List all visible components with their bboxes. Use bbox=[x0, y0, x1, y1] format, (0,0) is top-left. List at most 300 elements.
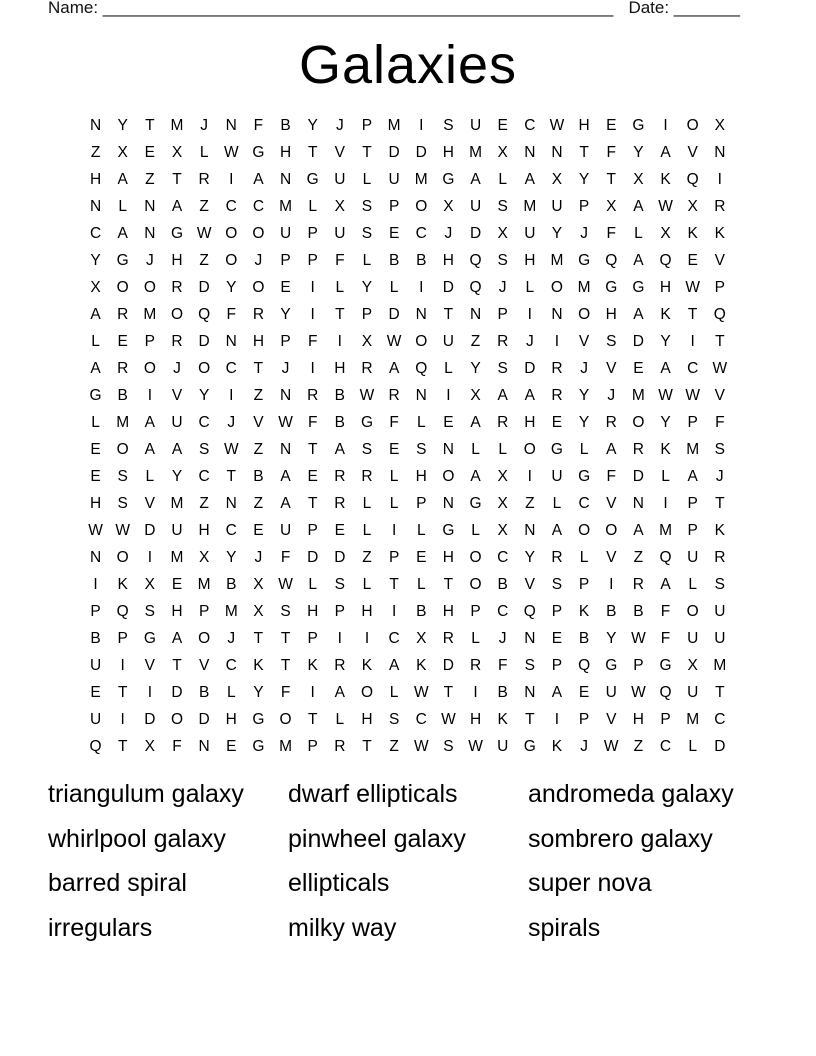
grid-letter: H bbox=[469, 710, 482, 728]
grid-letter: N bbox=[279, 170, 292, 188]
grid-letter: L bbox=[416, 575, 426, 593]
grid-letter: S bbox=[388, 710, 400, 728]
grid-letter: O bbox=[469, 548, 482, 566]
grid-letter: X bbox=[714, 116, 725, 134]
grid-letter: G bbox=[632, 278, 645, 296]
grid-letter: P bbox=[497, 305, 508, 323]
grid-letter: U bbox=[469, 116, 482, 134]
grid-letter: C bbox=[687, 359, 699, 377]
grid-letter: N bbox=[524, 143, 536, 161]
grid-letter: U bbox=[334, 170, 346, 188]
grid-letter: L bbox=[335, 278, 345, 296]
grid-letter: B bbox=[198, 683, 210, 701]
grid-letter: I bbox=[446, 386, 451, 404]
grid-letter: J bbox=[335, 116, 344, 134]
grid-letter: T bbox=[335, 305, 345, 323]
grid-letter: P bbox=[307, 629, 318, 647]
grid-letter: L bbox=[389, 278, 399, 296]
grid-letter: R bbox=[198, 170, 210, 188]
grid-letter: E bbox=[388, 440, 400, 458]
grid-letter: H bbox=[578, 116, 590, 134]
grid-letter: A bbox=[470, 413, 481, 431]
grid-letter: Q bbox=[659, 251, 672, 269]
grid-letter: V bbox=[714, 251, 725, 269]
grid-letter: H bbox=[252, 332, 265, 350]
grid-letter: B bbox=[388, 251, 400, 269]
grid-letter: P bbox=[714, 278, 725, 296]
grid-letter: Z bbox=[253, 386, 264, 404]
grid-letter: H bbox=[198, 521, 210, 539]
grid-letter: K bbox=[361, 656, 373, 674]
grid-letter: E bbox=[90, 467, 101, 485]
grid-letter: S bbox=[198, 440, 210, 458]
grid-letter: K bbox=[660, 305, 671, 323]
grid-letter: Z bbox=[389, 737, 399, 755]
grid-letter: K bbox=[578, 602, 590, 620]
grid-letter: R bbox=[551, 386, 563, 404]
grid-letter: M bbox=[523, 197, 537, 215]
grid-letter: F bbox=[253, 116, 264, 134]
grid-letter: C bbox=[225, 521, 237, 539]
grid-letter: T bbox=[307, 143, 318, 161]
grid-letter: E bbox=[633, 359, 644, 377]
grid-letter: P bbox=[361, 116, 373, 134]
grid-letter: S bbox=[497, 197, 508, 215]
grid-letter: U bbox=[605, 683, 617, 701]
grid-letter: O bbox=[116, 548, 129, 566]
grid-letter: U bbox=[714, 602, 726, 620]
grid-letter: P bbox=[551, 656, 563, 674]
grid-letter: B bbox=[226, 575, 237, 593]
grid-letter: V bbox=[606, 494, 617, 512]
grid-letter: D bbox=[469, 224, 482, 242]
grid-letter: P bbox=[388, 548, 400, 566]
grid-letter: N bbox=[442, 494, 454, 512]
word-list-item: pinwheel galaxy bbox=[288, 824, 466, 853]
grid-letter: Y bbox=[253, 683, 264, 701]
grid-letter: H bbox=[89, 170, 102, 188]
grid-letter: A bbox=[334, 683, 345, 701]
grid-letter: P bbox=[470, 602, 481, 620]
grid-letter: I bbox=[147, 548, 152, 566]
grid-letter: F bbox=[389, 413, 399, 431]
grid-letter: R bbox=[334, 656, 346, 674]
grid-letter: X bbox=[144, 575, 156, 593]
grid-letter: S bbox=[497, 359, 508, 377]
grid-letter: J bbox=[145, 251, 154, 269]
grid-letter: P bbox=[307, 737, 318, 755]
grid-letter: X bbox=[198, 548, 210, 566]
grid-letter: I bbox=[229, 170, 234, 188]
grid-letter: L bbox=[335, 710, 345, 728]
word-list-item: ellipticals bbox=[288, 869, 390, 898]
grid-letter: H bbox=[307, 602, 319, 620]
name-field-label: Name: ______________________________________________________ bbox=[48, 0, 614, 17]
grid-letter: W bbox=[88, 521, 103, 539]
grid-letter: Z bbox=[633, 548, 644, 566]
grid-letter: Y bbox=[117, 116, 128, 134]
grid-letter: M bbox=[197, 575, 211, 593]
grid-letter: V bbox=[687, 143, 698, 161]
grid-letter: X bbox=[606, 197, 617, 215]
grid-letter: S bbox=[280, 602, 291, 620]
grid-letter: C bbox=[578, 494, 590, 512]
grid-letter: L bbox=[579, 548, 589, 566]
grid-letter: H bbox=[361, 602, 373, 620]
grid-letter: K bbox=[687, 224, 698, 242]
grid-letter: M bbox=[414, 170, 428, 188]
grid-letter: J bbox=[580, 224, 588, 242]
grid-letter: G bbox=[605, 278, 618, 296]
grid-letter: R bbox=[551, 359, 563, 377]
grid-letter: U bbox=[171, 413, 183, 431]
grid-letter: N bbox=[279, 440, 292, 458]
grid-letter: T bbox=[117, 683, 128, 701]
grid-letter: M bbox=[577, 278, 591, 296]
grid-letter: U bbox=[497, 737, 509, 755]
grid-letter: M bbox=[224, 602, 238, 620]
grid-letter: A bbox=[253, 170, 264, 188]
grid-letter: V bbox=[171, 386, 183, 404]
grid-letter: E bbox=[551, 629, 563, 647]
grid-letter: E bbox=[388, 224, 400, 242]
grid-letter: W bbox=[549, 116, 565, 134]
grid-letter: O bbox=[252, 278, 265, 296]
grid-letter: D bbox=[198, 278, 210, 296]
grid-letter: E bbox=[144, 143, 156, 161]
grid-letter: H bbox=[225, 710, 237, 728]
grid-letter: I bbox=[609, 575, 614, 593]
grid-letter: K bbox=[660, 440, 671, 458]
grid-letter: I bbox=[527, 305, 532, 323]
grid-letter: Y bbox=[660, 413, 671, 431]
grid-letter: B bbox=[633, 602, 644, 620]
grid-letter: H bbox=[632, 710, 644, 728]
grid-letter: Y bbox=[226, 278, 237, 296]
grid-letter: P bbox=[361, 305, 373, 323]
word-list-item: barred spiral bbox=[48, 869, 187, 898]
grid-letter: M bbox=[550, 251, 564, 269]
grid-letter: H bbox=[171, 251, 183, 269]
grid-letter: X bbox=[497, 143, 508, 161]
grid-letter: G bbox=[469, 494, 482, 512]
grid-letter: E bbox=[171, 575, 183, 593]
grid-letter: L bbox=[579, 440, 589, 458]
grid-letter: Y bbox=[660, 332, 671, 350]
grid-letter: I bbox=[310, 359, 315, 377]
grid-letter: F bbox=[606, 467, 616, 485]
grid-letter: S bbox=[361, 197, 373, 215]
grid-letter: A bbox=[633, 521, 644, 539]
grid-letter: T bbox=[362, 737, 372, 755]
word-list bbox=[48, 772, 788, 951]
grid-letter: M bbox=[143, 305, 157, 323]
grid-letter: G bbox=[523, 737, 536, 755]
grid-letter: X bbox=[687, 656, 698, 674]
grid-letter: I bbox=[391, 521, 397, 539]
grid-letter: D bbox=[144, 521, 156, 539]
grid-letter: X bbox=[660, 224, 671, 242]
grid-letter: N bbox=[524, 629, 536, 647]
grid-letter: R bbox=[334, 467, 346, 485]
grid-letter: I bbox=[147, 683, 152, 701]
grid-letter: B bbox=[416, 251, 427, 269]
grid-letter: O bbox=[550, 278, 563, 296]
grid-letter: A bbox=[388, 359, 400, 377]
grid-letter: N bbox=[144, 224, 156, 242]
grid-letter: Q bbox=[198, 305, 211, 323]
grid-letter: Y bbox=[470, 359, 481, 377]
grid-letter: B bbox=[497, 575, 508, 593]
grid-letter: U bbox=[89, 710, 102, 728]
grid-letter: I bbox=[93, 575, 98, 593]
grid-letter: J bbox=[281, 359, 290, 377]
grid-letter: O bbox=[143, 278, 156, 296]
grid-letter: O bbox=[225, 224, 238, 242]
grid-letter: D bbox=[442, 656, 454, 674]
grid-letter: N bbox=[524, 521, 536, 539]
grid-letter: L bbox=[498, 170, 507, 188]
grid-letter: D bbox=[198, 332, 210, 350]
grid-letter: I bbox=[419, 278, 424, 296]
grid-letter: E bbox=[687, 251, 698, 269]
grid-letter: A bbox=[633, 305, 644, 323]
grid-letter: P bbox=[578, 197, 590, 215]
grid-letter: B bbox=[117, 386, 128, 404]
grid-letter: W bbox=[413, 683, 429, 701]
grid-letter: O bbox=[252, 224, 265, 242]
grid-letter: N bbox=[89, 116, 102, 134]
grid-letter: A bbox=[470, 170, 481, 188]
grid-letter: N bbox=[415, 386, 427, 404]
word-list-item: milky way bbox=[288, 914, 397, 943]
grid-letter: U bbox=[687, 548, 699, 566]
grid-letter: B bbox=[90, 629, 101, 647]
grid-letter: L bbox=[471, 440, 480, 458]
grid-letter: T bbox=[253, 359, 264, 377]
grid-letter: P bbox=[280, 332, 291, 350]
grid-letter: P bbox=[687, 413, 698, 431]
grid-letter: D bbox=[307, 548, 319, 566]
grid-letter: L bbox=[471, 521, 480, 539]
grid-letter: G bbox=[252, 143, 265, 161]
grid-letter: V bbox=[606, 359, 617, 377]
grid-letter: M bbox=[170, 548, 184, 566]
grid-letter: U bbox=[687, 629, 699, 647]
grid-letter: F bbox=[606, 143, 616, 161]
grid-letter: L bbox=[525, 278, 535, 296]
grid-letter: K bbox=[660, 170, 671, 188]
grid-letter: I bbox=[663, 116, 668, 134]
grid-letter: W bbox=[441, 710, 456, 728]
grid-letter: W bbox=[223, 440, 239, 458]
grid-letter: N bbox=[524, 683, 536, 701]
grid-letter: L bbox=[362, 521, 372, 539]
grid-letter: U bbox=[279, 521, 292, 539]
grid-letter: Q bbox=[89, 737, 102, 755]
grid-letter: T bbox=[443, 683, 454, 701]
grid-letter: W bbox=[278, 413, 293, 431]
grid-letter: J bbox=[444, 224, 453, 242]
grid-letter: F bbox=[307, 332, 318, 350]
grid-letter: R bbox=[388, 386, 400, 404]
grid-letter: T bbox=[715, 494, 725, 512]
grid-letter: U bbox=[279, 224, 292, 242]
grid-letter: B bbox=[497, 683, 508, 701]
grid-letter: N bbox=[469, 305, 482, 323]
grid-letter: A bbox=[687, 467, 698, 485]
grid-letter: J bbox=[498, 278, 507, 296]
grid-letter: P bbox=[578, 710, 590, 728]
grid-letter: N bbox=[551, 143, 563, 161]
grid-letter: M bbox=[631, 386, 645, 404]
grid-letter: D bbox=[388, 143, 400, 161]
grid-letter: T bbox=[389, 575, 399, 593]
grid-letter: X bbox=[497, 224, 508, 242]
grid-letter: K bbox=[714, 521, 725, 539]
grid-letter: R bbox=[714, 197, 726, 215]
grid-letter: P bbox=[117, 629, 128, 647]
grid-letter: C bbox=[89, 224, 102, 242]
grid-letter: P bbox=[144, 332, 156, 350]
grid-letter: E bbox=[578, 683, 590, 701]
grid-letter: X bbox=[497, 521, 508, 539]
grid-letter: S bbox=[443, 116, 454, 134]
grid-letter: A bbox=[171, 440, 183, 458]
grid-letter: I bbox=[147, 386, 152, 404]
grid-letter: Q bbox=[659, 548, 672, 566]
grid-letter: S bbox=[117, 494, 128, 512]
grid-letter: J bbox=[227, 413, 236, 431]
grid-letter: A bbox=[660, 359, 671, 377]
grid-letter: G bbox=[659, 656, 672, 674]
grid-letter: G bbox=[550, 440, 563, 458]
date-field-label: Date: _______ bbox=[628, 0, 740, 17]
grid-letter: L bbox=[389, 683, 399, 701]
grid-letter: N bbox=[198, 737, 210, 755]
grid-letter: N bbox=[144, 197, 156, 215]
grid-letter: A bbox=[334, 440, 345, 458]
grid-letter: D bbox=[714, 737, 726, 755]
grid-letter: A bbox=[117, 170, 128, 188]
grid-letter: O bbox=[578, 521, 591, 539]
grid-letter: C bbox=[524, 116, 536, 134]
word-list-item: andromeda galaxy bbox=[528, 780, 734, 808]
grid-letter: O bbox=[116, 278, 129, 296]
grid-letter: J bbox=[227, 629, 236, 647]
grid-letter: L bbox=[91, 332, 100, 350]
grid-letter: A bbox=[144, 440, 156, 458]
grid-letter: M bbox=[686, 710, 700, 728]
grid-letter: F bbox=[280, 683, 291, 701]
grid-letter: R bbox=[117, 359, 129, 377]
grid-letter: G bbox=[306, 170, 319, 188]
grid-letter: P bbox=[687, 521, 698, 539]
grid-letter: C bbox=[415, 710, 427, 728]
word-list-item: dwarf ellipticals bbox=[288, 780, 458, 808]
grid-letter: P bbox=[416, 494, 427, 512]
grid-letter: O bbox=[170, 305, 184, 323]
grid-letter: O bbox=[279, 710, 292, 728]
grid-letter: L bbox=[498, 440, 507, 458]
grid-letter: M bbox=[387, 116, 401, 134]
grid-letter: P bbox=[687, 494, 698, 512]
grid-letter: L bbox=[688, 737, 697, 755]
grid-letter: A bbox=[633, 197, 644, 215]
grid-letter: F bbox=[307, 413, 318, 431]
grid-letter: E bbox=[606, 116, 617, 134]
grid-letter: C bbox=[198, 467, 210, 485]
grid-letter: Y bbox=[90, 251, 101, 269]
page-title: Galaxies bbox=[298, 35, 518, 95]
grid-letter: G bbox=[170, 224, 184, 242]
grid-letter: B bbox=[334, 413, 345, 431]
grid-letter: F bbox=[660, 629, 671, 647]
grid-letter: W bbox=[386, 332, 402, 350]
word-list-item: irregulars bbox=[48, 914, 153, 943]
grid-letter: B bbox=[606, 602, 617, 620]
grid-letter: X bbox=[497, 494, 508, 512]
grid-letter: F bbox=[172, 737, 182, 755]
grid-letter: L bbox=[634, 224, 643, 242]
grid-letter: J bbox=[200, 116, 208, 134]
grid-letter: J bbox=[525, 332, 534, 350]
grid-letter: A bbox=[524, 170, 535, 188]
grid-letter: L bbox=[118, 197, 128, 215]
grid-letter: N bbox=[442, 440, 454, 458]
grid-letter: Q bbox=[523, 602, 536, 620]
grid-letter: I bbox=[120, 656, 125, 674]
grid-letter: S bbox=[361, 440, 373, 458]
grid-letter: Q bbox=[659, 683, 672, 701]
grid-letter: C bbox=[198, 413, 210, 431]
grid-letter: Y bbox=[198, 386, 210, 404]
grid-letter: O bbox=[198, 629, 211, 647]
grid-letter: E bbox=[416, 548, 427, 566]
grid-letter: J bbox=[173, 359, 181, 377]
grid-letter: I bbox=[120, 710, 125, 728]
grid-letter: N bbox=[89, 548, 102, 566]
grid-letter: R bbox=[469, 656, 482, 674]
grid-letter: W bbox=[413, 737, 429, 755]
grid-letter: X bbox=[551, 170, 563, 188]
grid-letter: L bbox=[308, 197, 317, 215]
grid-letter: Z bbox=[525, 494, 535, 512]
grid-letter: N bbox=[714, 143, 726, 161]
grid-letter: S bbox=[497, 251, 508, 269]
grid-letter: X bbox=[90, 278, 101, 296]
grid-letter: P bbox=[280, 251, 291, 269]
grid-letter: N bbox=[225, 494, 237, 512]
grid-letter: R bbox=[361, 359, 373, 377]
grid-letter: S bbox=[551, 575, 563, 593]
grid-letter: F bbox=[280, 548, 291, 566]
grid-letter: Q bbox=[713, 305, 726, 323]
grid-letter: O bbox=[415, 197, 428, 215]
grid-letter: W bbox=[712, 359, 728, 377]
grid-letter: L bbox=[226, 683, 236, 701]
grid-letter: T bbox=[172, 170, 182, 188]
grid-letter: H bbox=[361, 710, 373, 728]
grid-letter: R bbox=[171, 332, 183, 350]
grid-letter: Z bbox=[199, 251, 209, 269]
grid-letter: Y bbox=[524, 548, 535, 566]
grid-letter: Z bbox=[199, 197, 209, 215]
grid-letter: T bbox=[307, 494, 318, 512]
grid-letter: E bbox=[280, 278, 291, 296]
grid-letter: L bbox=[416, 521, 426, 539]
grid-letter: Q bbox=[578, 656, 591, 674]
